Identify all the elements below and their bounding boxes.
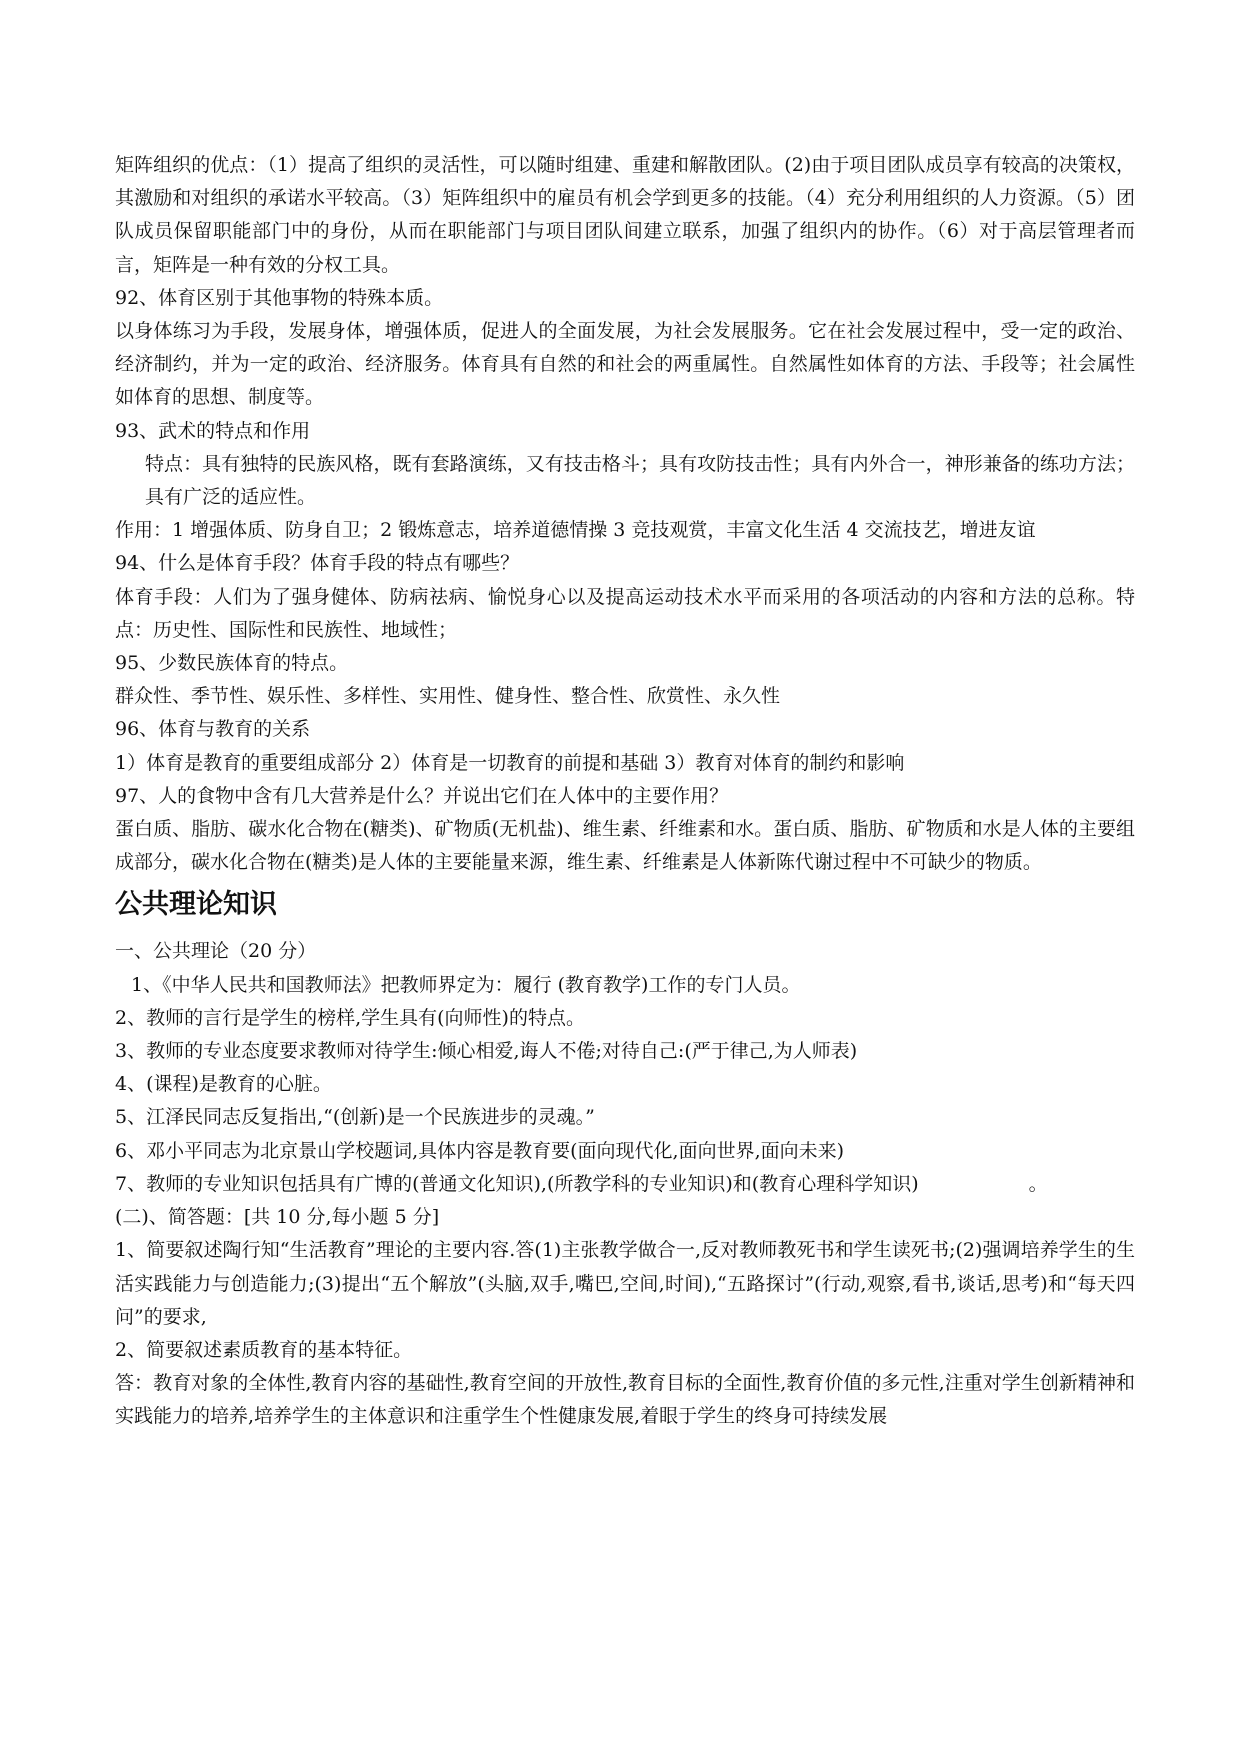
answer-92: 以身体练习为手段，发展身体，增强体质，促进人的全面发展，为社会发展服务。它在社会发展过程中，受一定的政治、经济制约，并为一定的政治、经济服务。体育具有自然的和社会的两重属性。自然属性如体育的方法、手段等；社会属性如体育的思想、制度等。 (115, 320, 1135, 409)
part2-title: (二)、简答题：[共 10 分,每小题 5 分] (115, 1206, 440, 1229)
question-93: 93、武术的特点和作用 (115, 419, 311, 442)
document-page (115, 149, 1135, 1434)
section-title: 公共理论知识 (115, 889, 277, 921)
fill-item-7-text: 7、教师的专业知识包括具有广博的(普通文化知识),(所教学科的专业知识)和(教育心理科学知识) (115, 1172, 919, 1195)
fill-item-4: 4、(课程)是教育的心脏。 (115, 1073, 332, 1096)
fill-item-3: 3、教师的专业态度要求教师对待学生:倾心相爱,诲人不倦;对待自己:(严于律己,为人师表) (115, 1040, 858, 1063)
fill-item-7 (115, 1168, 1135, 1201)
fill-item-5: 5、江泽民同志反复指出,“(创新)是一个民族进步的灵魂。” (115, 1106, 595, 1129)
question-97: 97、人的食物中含有几大营养是什么？并说出它们在人体中的主要作用？ (115, 784, 729, 807)
answer-97: 蛋白质、脂肪、碳水化合物在(糖类)、矿物质(无机盐)、维生素、纤维素和水。蛋白质、脂肪、矿物质和水是人体的主要组成部分，碳水化合物在(糖类)是人体的主要能量来源，维生素、纤维素是人体新陈代谢过程中不可缺少的物质。 (115, 818, 1135, 874)
question-94: 94、什么是体育手段？体育手段的特点有哪些？ (115, 552, 520, 575)
paragraph-matrix-advantages: 矩阵组织的优点：（1）提高了组织的灵活性，可以随时组建、重建和解散团队。(2)由于项目团队成员享有较高的决策权，其激励和对组织的承诺水平较高。（3）矩阵组织中的雇员有机会学到更多的技能。（4）充分利用组织的人力资源。（5）团队成员保留职能部门中的身份，从而在职能部门与项目团队间建立联系，加强了组织内的协作。（6）对于高层管理者而言，矩阵是一种有效的分权工具。 (115, 154, 1135, 276)
part1-title: 一、公共理论（20 分） (115, 940, 317, 963)
short-question-1: 1、简要叙述陶行知“生活教育”理论的主要内容.答(1)主张教学做合一,反对教师教死书和学生读死书;(2)强调培养学生的生活实践能力与创造能力;(3)提出“五个解放”(头脑,双手,嘴巴,空间,时间),“五路探讨”(行动,观察,看书,谈话,思考)和“每天四问”的要求, (115, 1239, 1135, 1328)
fill-item-2: 2、教师的言行是学生的榜样,学生具有(向师性)的特点。 (115, 1006, 585, 1029)
short-question-2: 2、简要叙述素质教育的基本特征。 (115, 1338, 413, 1361)
answer-95: 群众性、季节性、娱乐性、多样性、实用性、健身性、整合性、欣赏性、永久性 (115, 685, 781, 708)
answer-96: 1）体育是教育的重要组成部分 2）体育是一切教育的前提和基础 3）教育对体育的制约和影响 (115, 751, 905, 774)
question-95: 95、少数民族体育的特点。 (115, 652, 349, 675)
question-92: 92、体育区别于其他事物的特殊本质。 (115, 286, 444, 309)
answer-93-functions: 作用：1 增强体质、防身自卫；2 锻炼意志，培养道德情操 3 竞技观赏，丰富文化生活 4 交流技艺，增进友谊 (115, 519, 1036, 542)
fill-item-6: 6、邓小平同志为北京景山学校题词,具体内容是教育要(面向现代化,面向世界,面向未来) (115, 1139, 845, 1162)
short-answer-2: 答：教育对象的全体性,教育内容的基础性,教育空间的开放性,教育目标的全面性,教育价值的多元性,注重对学生创新精神和实践能力的培养,培养学生的主体意识和注重学生个性健康发展,着眼于学生的终身可持续发展 (115, 1372, 1135, 1428)
question-96: 96、体育与教育的关系 (115, 718, 311, 741)
fill-item-1: 1、《中华人民共和国教师法》把教师界定为：履行 (教育教学)工作的专门人员。 (131, 973, 801, 996)
fill-item-7-end: 。 (1028, 1172, 1048, 1195)
answer-94: 体育手段：人们为了强身健体、防病祛病、愉悦身心以及提高运动技术水平而采用的各项活动的内容和方法的总称。特点：历史性、国际性和民族性、地域性； (115, 585, 1135, 641)
answer-93-features: 特点：具有独特的民族风格，既有套路演练，又有技击格斗；具有攻防技击性；具有内外合一，神形兼备的练功方法；具有广泛的适应性。 (145, 452, 1135, 509)
